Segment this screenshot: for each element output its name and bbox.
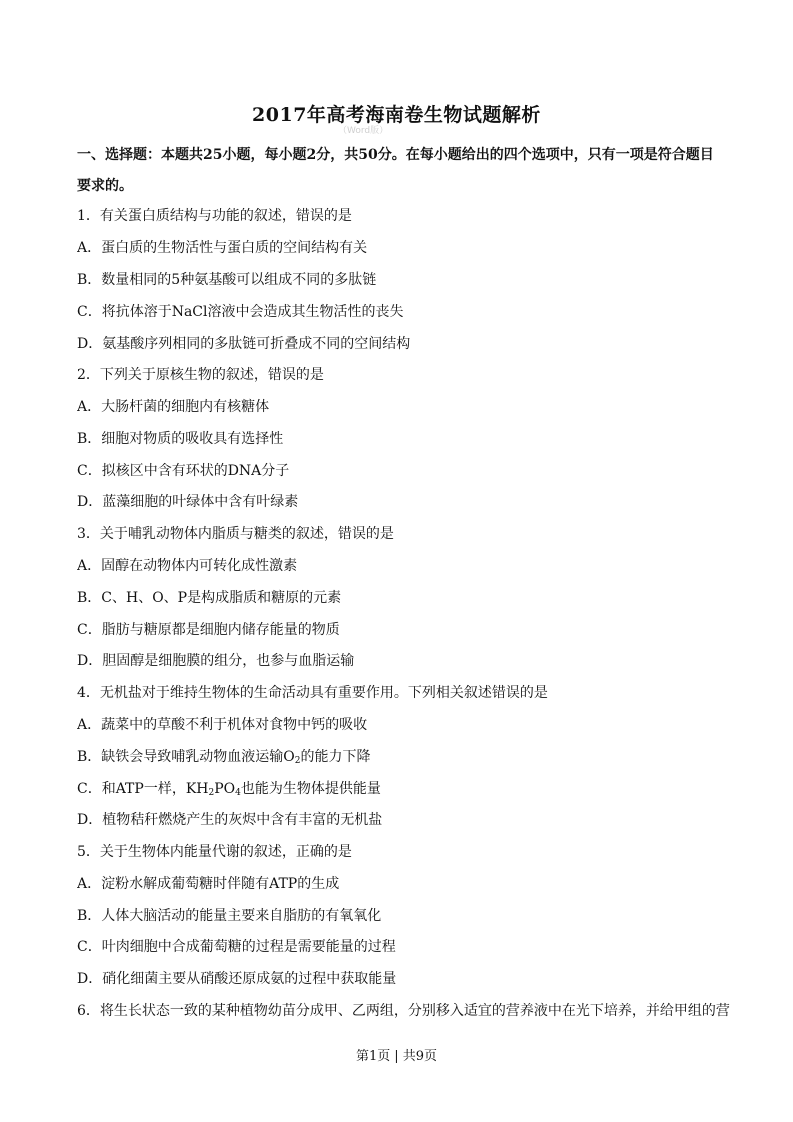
question-5-option-a: A．淀粉水解成葡萄糖时伴随有ATP的生成 (77, 876, 340, 892)
question-2-option-c: C．拟核区中含有环状的DNA分子 (77, 463, 290, 479)
question-4-option-a: A．蔬菜中的草酸不利于机体对食物中钙的吸收 (77, 717, 368, 733)
question-2-stem: 2．下列关于原核生物的叙述，错误的是 (77, 367, 324, 383)
question-4-option-d: D．植物秸秆燃烧产生的灰烬中含有丰富的无机盐 (77, 812, 383, 828)
page-footer (0, 1045, 793, 1064)
question-2-option-d: D．蓝藻细胞的叶绿体中含有叶绿素 (77, 494, 299, 510)
question-5-stem: 5．关于生物体内能量代谢的叙述，正确的是 (77, 844, 352, 860)
question-4-option-b-tail: 的能力下降 (300, 749, 371, 765)
question-1-option-b: B．数量相同的5种氨基酸可以组成不同的多肽链 (77, 272, 377, 288)
question-3-option-a: A．固醇在动物体内可转化成性激素 (77, 558, 298, 574)
question-4-option-c-formula: PO (214, 781, 236, 797)
question-1-option-c: C．将抗体溶于NaCl溶液中会造成其生物活性的丧失 (77, 304, 404, 320)
question-4-stem: 4．无机盐对于维持生物体的生命活动具有重要作用。下列相关叙述错误的是 (77, 685, 548, 701)
question-1-option-d: D．氨基酸序列相同的多肽链可折叠成不同的空间结构 (77, 336, 411, 352)
question-3-option-c: C．脂肪与糖原都是细胞内储存能量的物质 (77, 622, 340, 638)
subscript-2: 2 (294, 756, 301, 766)
subscript-2: 2 (208, 788, 215, 798)
question-2-option-a: A．大肠杆菌的细胞内有核糖体 (77, 399, 270, 415)
question-2-option-b: B．细胞对物质的吸收具有选择性 (77, 431, 284, 447)
question-5-option-b: B．人体大脑活动的能量主要来自脂肪的有氧氧化 (77, 908, 382, 924)
question-3-stem: 3．关于哺乳动物体内脂质与糖类的叙述，错误的是 (77, 526, 394, 542)
question-3-option-b: B．C、H、O、P是构成脂质和糖原的元素 (77, 590, 342, 606)
total-pages: 共9页 (402, 1049, 437, 1064)
question-6-stem: 6．将生长状态一致的某种植物幼苗分成甲、乙两组，分别移入适宜的营养液中在光下培养，并给甲组的营 (77, 1003, 730, 1019)
question-1-stem: 1．有关蛋白质结构与功能的叙述，错误的是 (77, 208, 352, 224)
question-4-option-c (77, 779, 737, 799)
question-4-option-b-text: B．缺铁会导致哺乳动物血液运输O (77, 749, 295, 765)
question-4-option-c-text: C．和ATP一样，KH (77, 781, 209, 797)
question-5-option-c: C．叶肉细胞中合成葡萄糖的过程是需要能量的过程 (77, 939, 396, 955)
subscript-4: 4 (235, 788, 241, 798)
question-5-option-d: D．硝化细菌主要从硝酸还原成氨的过程中获取能量 (77, 971, 397, 987)
document-title: 2017年高考海南卷生物试题解析 (252, 104, 541, 126)
question-4-option-b (77, 747, 737, 767)
question-3-option-d: D．胆固醇是细胞膜的组分，也参与血脂运输 (77, 653, 355, 669)
footer-separator: | (394, 1049, 399, 1064)
watermark: （Word版） (338, 126, 389, 136)
question-4-option-c-tail: 也能为生物体提供能量 (240, 781, 381, 797)
page-number: 第1页 (356, 1049, 391, 1064)
question-1-option-a: A．蛋白质的生物活性与蛋白质的空间结构有关 (77, 240, 368, 256)
section-heading-line-2: 要求的。 (77, 178, 133, 194)
section-heading-line-1: 一、选择题：本题共25小题，每小题2分，共50分。在每小题给出的四个选项中，只有一项是符合题目 (77, 147, 714, 163)
